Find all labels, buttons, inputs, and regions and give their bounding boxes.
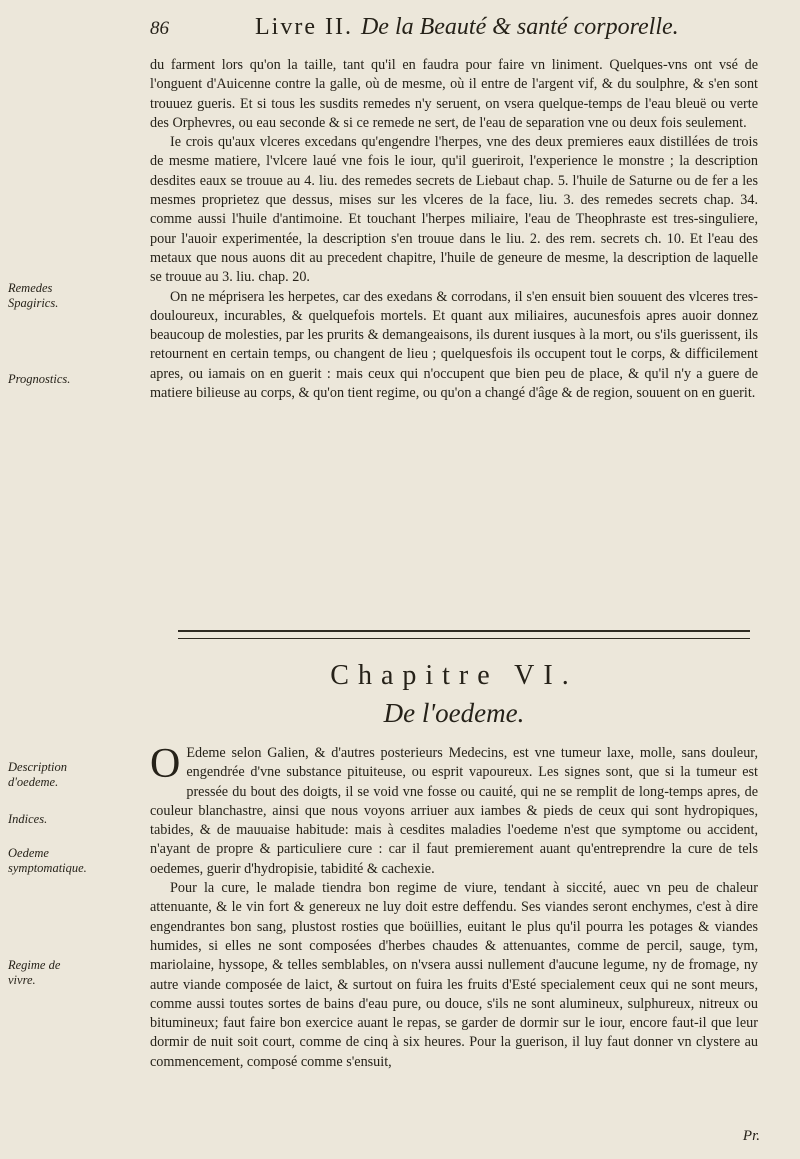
paragraph: du farment lors qu'on la taille, tant qu'il en faudra pour faire vn liniment. Quelques-vns ont vsé de l'onguent d'Auicenne contre la galle, où de mesme, où il entre de l'argent vif, & du soulphre, & s'en sont trouuez gueris. Et si tous les susdits remedes n'y seruent, on vsera quelque-temps de l'eau bleuë ou verte des Orphevres, ou eau seconde & si ce remede ne sert, de l'eau de separation vne ou deux fois seulement. (150, 57, 758, 131)
paragraph (150, 741, 758, 879)
paragraph: On ne méprisera les herpetes, car des exedans & corrodans, il s'en ensuit bien souuent des vlceres tres-douloureux, incurables, & quelquefois mortels. Et quant aux miliaires, aucunesfois apres auoir donnez beaucoup de molesties, par les prurits & demangeaisons, ils durent iusques à la mort, ou s'ils guerissent, ils retournent en certain temps, ou changent de lieu ; quelquesfois ils occupent tout le corps, & difficilement apres, ou iamais on en guerit : mais ceux qui n'occupent que bien peu de place, & qu'il n'y a guere de matiere bilieuse au corps, & qu'on tient regime, ou qu'on a changé d'âge & de region, souuent on en guerit. (150, 288, 758, 402)
margin-note: Description d'oedeme. (8, 760, 68, 789)
text-block-top (150, 56, 758, 403)
text-block-bottom (150, 741, 758, 1072)
paragraph: Pour la cure, le malade tiendra bon regime de viure, tendant à siccité, auec vn peu de chaleur attenuante, & le vin fort & genereux ne luy doit estre deffendu. Ses viandes seront enchymes, c'est à dire engendrantes bon sang, plustost rosties que boüillies, euitant le plus qu'il pourra les potages & viandes humides, si elles ne sont composées d'herbes chaudes & attenuantes, comme de percil, sauge, tym, mariolaine, hyssope, & telles semblables, on n'vsera aussi nullement d'aucune legume, ny de fromage, ny autre viande composée de laict, & surtout on fuira les fruits d'Esté specialement ceux qui ne sont meurs, comme aussi toutes sortes de bains d'eau pure, ou douce, s'ils ne sont alumineux, sulphureux, nitreux ou bitumineux; faut faire bon exercice auant le repas, se garder de dormir sur le iour, encore faut-il que leur dormir de nuit soit court, comme de cinq à six heures. Pour la guerison, il luy faut donner vn clystere au commencement, composé comme s'ensuit, (150, 880, 758, 1070)
margin-note: Indices. (8, 812, 48, 826)
margin-note: Oedeme symptomatique. (8, 846, 87, 875)
margin-note: Regime de vivre. (8, 958, 61, 987)
margin-note: Prognostics. (8, 372, 71, 386)
margin-note: Remedes Spagirics. (8, 281, 59, 310)
book-title: De la Beauté & santé corporelle. (360, 14, 679, 40)
page-number: 86 (150, 18, 169, 39)
running-header (150, 14, 760, 48)
running-title (255, 14, 679, 41)
section-rule (178, 630, 750, 639)
drop-cap: O (150, 741, 181, 787)
paragraph-text: Edeme selon Galien, & d'autres posterieurs Medecins, est vne tumeur laxe, molle, sans douleur, engendrée d'vne substance pituiteuse, ou esprit vapoureux. Les signes sont, que si la tumeur est pressée du bout des doigts, il se void vne fosse ou cauité, qui ne se remplit de long-temps apres, de couleur blanchastre, ainsi que nous voyons arriuer aux iambes & pieds de ceux qui sont hydropiques, tabides, & de mauuaise habitude: mais à cesdites maladies l'oedeme n'est que symptome ou accident, n'ayant de propre & particuliere cure : car il faut premierement auant qu'entreprendre la cure de tels oedemes, guerir d'hydropisie, tabidité & cachexie. (150, 745, 758, 877)
book-number: Livre II. (255, 14, 353, 40)
chapter-subtitle: De l'oedeme. (383, 698, 525, 728)
catchword: Pr. (742, 1128, 760, 1144)
chapter-heading: Chapitre VI. (330, 660, 578, 691)
paragraph: Ie crois qu'aux vlceres excedans qu'engendre l'herpes, vne des deux premieres eaux distillées de trois de mesme matiere, l'vlcere laué vne fois le iour, qu'il gueriroit, l'experience le monstre ; la description desdites eaux se trouue au 4. liu. des remedes secrets de Liebaut chap. 5. l'huile de Saturne ou de fer a les mesmes proprietez que dessus, mises sur les vlceres de la face, liu. 3. des remedes secrets chap. 34. comme aussi l'huile d'antimoine. Et touchant l'herpes miliaire, l'eau de Theophraste est tres-singuliere, pour l'auoir experimentée, la description s'en trouue dans le liu. 2. des rem. secrets ch. 10. Et l'eau des metaux que nous auons dit au precedent chapitre, l'huile de geneure de mesme, la description de laquelle se trouue au 3. liu. chap. 20. (150, 134, 758, 286)
